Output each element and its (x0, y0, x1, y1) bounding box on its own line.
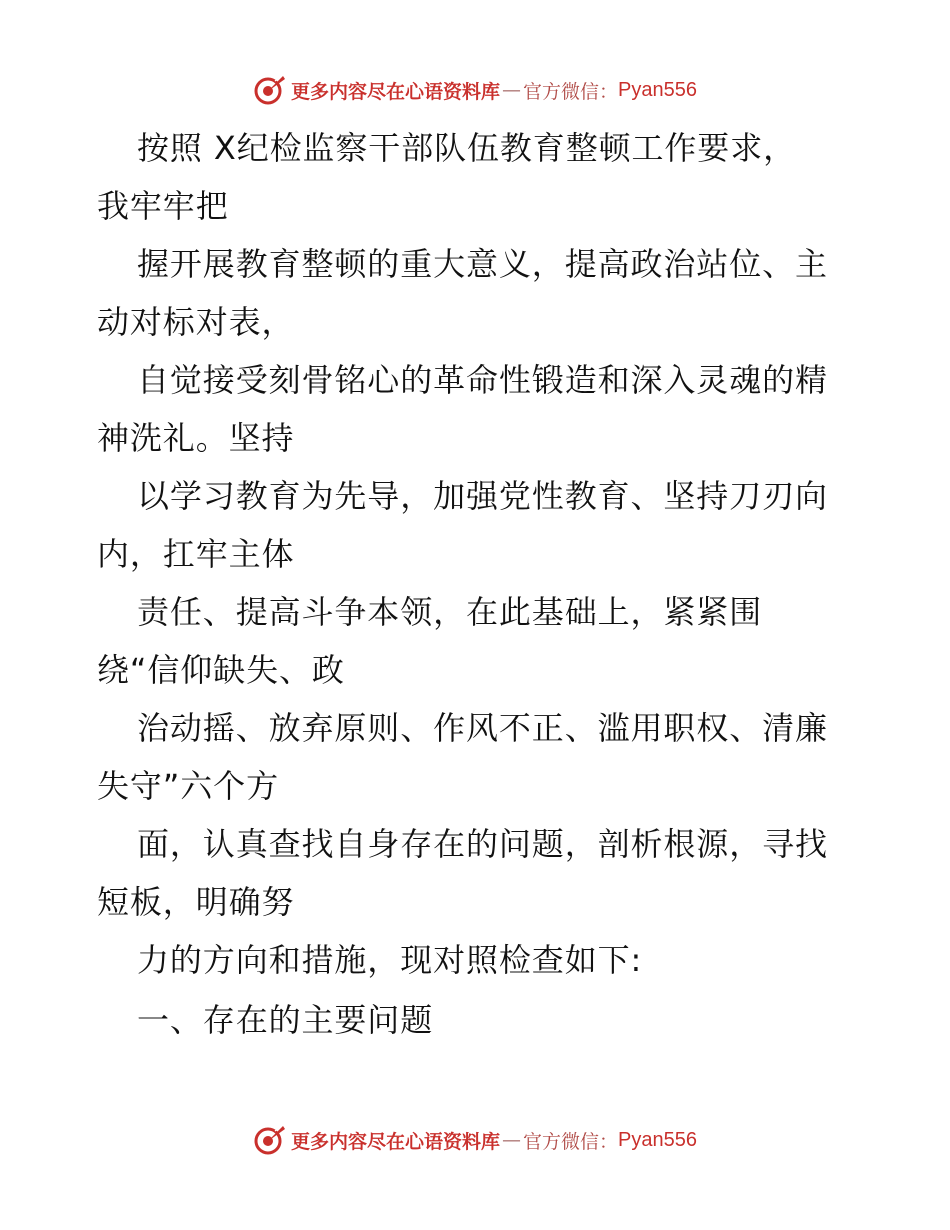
header-watermark (0, 70, 950, 110)
quill-logo-icon (253, 73, 287, 107)
section-heading: 一、存在的主要问题 (137, 1001, 434, 1039)
text-line: 按照 X纪检监察干部队伍教育整顿工作要求， (137, 129, 796, 167)
watermark-dash: — (502, 79, 522, 101)
footer-watermark (0, 1120, 950, 1160)
watermark-wechat-id: Pyan556 (618, 1128, 697, 1151)
watermark-label: 官方微信： (523, 80, 619, 103)
text-line: 短板，明确努 (97, 883, 295, 921)
text-line: 握开展教育整顿的重大意义，提高政治站位、主 (137, 245, 828, 283)
text-line: 内，扛牢主体 (97, 535, 295, 573)
watermark-text: 更多内容尽在心语资料库 (291, 80, 501, 103)
watermark-wechat-id: Pyan556 (618, 78, 697, 101)
text-line: 我牢牢把 (97, 187, 229, 225)
text-line: 动对标对表， (97, 303, 295, 341)
watermark-label: 官方微信： (523, 1130, 619, 1153)
watermark-text: 更多内容尽在心语资料库 (291, 1130, 501, 1153)
text-line: 力的方向和措施，现对照检查如下: (137, 941, 643, 979)
text-line: 责任、提高斗争本领，在此基础上，紧紧围 (137, 593, 763, 631)
text-line: 绕“信仰缺失、政 (97, 651, 345, 689)
text-line: 以学习教育为先导，加强党性教育、坚持刀刃向 (137, 477, 828, 515)
quill-logo-icon (253, 1123, 287, 1157)
text-line: 失守”六个方 (97, 767, 279, 805)
text-line: 自觉接受刻骨铭心的革命性锻造和深入灵魂的精 (137, 361, 828, 399)
text-line: 治动摇、放弃原则、作风不正、滥用职权、清廉 (137, 709, 828, 747)
watermark-dash: — (502, 1129, 522, 1151)
text-line: 面，认真查找自身存在的问题，剖析根源，寻找 (137, 825, 828, 863)
text-line: 神洗礼。坚持 (97, 419, 295, 457)
